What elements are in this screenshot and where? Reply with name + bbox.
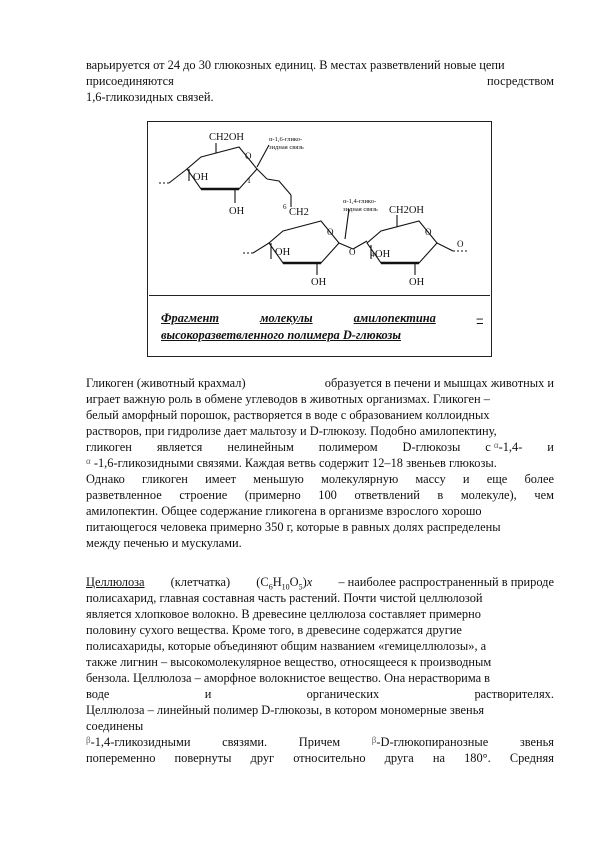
ch2-label: CH2 [289, 207, 309, 218]
word: еще [486, 472, 508, 486]
intro-line-2 [86, 73, 554, 89]
word: Средняя [509, 751, 554, 765]
word: чем [534, 488, 554, 502]
term-cellulose: Целлюлоза [86, 575, 145, 589]
word: попеременно [86, 751, 156, 765]
glycogen-line-5 [86, 439, 554, 456]
word: молекулярную [320, 472, 399, 486]
glycogen-line-10: питающегося человека примерно 350 г, которые в равных долях распределены [86, 520, 501, 534]
amylopectin-structure [149, 123, 490, 296]
oh-label: OH [409, 277, 425, 288]
o-label: O [327, 227, 334, 237]
figure-caption-line-2: высокоразветвленного полимера D-глюкозы [161, 328, 401, 342]
word-part: с [485, 440, 491, 454]
oh-label: OH [311, 277, 327, 288]
word: гликоген [86, 440, 132, 454]
alpha-symbol: α [493, 440, 499, 450]
caption-word: Фрагмент [161, 311, 220, 325]
cellulose-line-4: половину сухого вещества. Кроме того, в древесине содержатся другие [86, 623, 462, 637]
text-segment: -1,6-гликозидными связями. Каждая ветвь содержит 12–18 звеньев глюкозы. [93, 456, 497, 470]
bond-1-4-label-2: зидная связь [343, 206, 378, 213]
glycogen-line-2: играет важную роль в обмене углеводов в животных организмах. Гликоген – [86, 392, 490, 406]
word: разветвленное [86, 488, 162, 502]
word-part: -1,4-гликозидными [90, 735, 191, 749]
ch2oh-label: CH2OH [209, 132, 245, 143]
word [86, 734, 190, 751]
cellulose-line-7: бензола. Целлюлоза – аморфное волокнистое вещество. Она нерастворима в [86, 671, 491, 685]
glycogen-line-7 [86, 471, 554, 487]
glycogen-line-1 [86, 375, 554, 391]
word: полимером [318, 440, 378, 454]
word: 180°. [464, 751, 491, 765]
oh-label: OH [275, 247, 291, 258]
word: ответвлений [354, 488, 420, 502]
caption-word: амилопектина [353, 311, 436, 325]
intro-line-1: варьируется от 24 до 30 глюкозных единиц. В местах разветвлений новые цепи [86, 58, 505, 72]
cellulose-line-11 [86, 734, 554, 751]
o-label: O [457, 239, 464, 249]
word: повернуты [174, 751, 232, 765]
word: имеет [205, 472, 236, 486]
word: друга [384, 751, 414, 765]
word: и [204, 687, 212, 701]
bond-1-4-label: α-1,4-глико- [343, 198, 377, 205]
caption-word: – [476, 311, 483, 325]
amylopectin-diagram [149, 123, 490, 295]
word: меньшую [253, 472, 304, 486]
glycogen-line-11: между печенью и мускулами. [86, 536, 242, 550]
cellulose-line-12 [86, 750, 554, 766]
text-segment: образуется в печени и мышцах животных и [324, 376, 554, 390]
word: относительно [293, 751, 366, 765]
word: D-глюкозы [402, 440, 461, 454]
cellulose-line-10: соединены [86, 719, 144, 733]
text-segment: Гликоген (животный крахмал) [86, 376, 246, 390]
oh-label: OH [375, 249, 391, 260]
intro-word: присоединяются [86, 74, 174, 88]
c6-label: 6 [283, 203, 287, 211]
word: друг [250, 751, 275, 765]
c1-label: 1 [247, 176, 251, 185]
o-label: O [245, 151, 252, 161]
word: (примерно [244, 488, 301, 502]
intro-line-3: 1,6-гликозидных связей. [86, 90, 214, 104]
caption-word: молекулы [259, 311, 313, 325]
word-part: -D-глюкопиранозные [376, 735, 489, 749]
cellulose-line-8 [86, 686, 554, 702]
figure-caption-line-1 [161, 311, 483, 326]
word-part: -1,4- [498, 440, 523, 454]
word: 100 [318, 488, 337, 502]
word: более [524, 472, 554, 486]
cellulose-line-3: является хлопковое волокно. В древесине целлюлоза составляет примерно [86, 607, 481, 621]
oh-label: OH [193, 172, 209, 183]
beta-symbol: β [86, 735, 91, 745]
o-label: O [349, 247, 356, 257]
bond-1-6-label: α-1,6-глико- [269, 136, 303, 143]
cellulose-line-6: также лигнин – высокомолекулярное вещество, относящееся к производным [86, 655, 492, 669]
word: и [462, 472, 470, 486]
o-label: O [425, 227, 432, 237]
word: массу [415, 472, 446, 486]
c4-label: 4 [371, 251, 375, 259]
word: гликоген [142, 472, 188, 486]
glycogen-line-9: амилопектин. Общее содержание гликогена в организме взрослого хорошо [86, 504, 482, 518]
word: звенья [519, 735, 554, 749]
cellulose-line-5: полисахариды, которые объединяют общим названием «гемицеллюлозы», а [86, 639, 487, 653]
word: на [432, 751, 445, 765]
word: строение [179, 488, 228, 502]
glycogen-line-4: растворов, при гидролизе дает мальтозу и D-глюкозу. Подобно амилопектину, [86, 424, 497, 438]
intro-word: посредством [487, 74, 554, 88]
word: в [437, 488, 444, 502]
word: Однако [86, 472, 125, 486]
text-segment: – наиболее распространенный в природе [338, 575, 554, 589]
oh-label: OH [229, 206, 245, 217]
word: Причем [298, 735, 341, 749]
glycogen-line-3: белый аморфный порошок, растворяется в воде с образованием коллоидных [86, 408, 490, 422]
bond-1-6-label-2: зидная связь [269, 144, 304, 151]
word: нелинейным [227, 440, 294, 454]
ch2oh-label: CH2OH [389, 205, 425, 216]
word [372, 734, 488, 751]
figure-frame [147, 121, 492, 357]
word: и [547, 440, 554, 454]
glycogen-line-6 [86, 455, 554, 472]
beta-symbol: β [371, 735, 377, 745]
word: (клетчатка) [170, 575, 231, 589]
word: воде [86, 687, 110, 701]
word: связями. [222, 735, 268, 749]
alpha-symbol: α [86, 456, 91, 466]
cellulose-line-9: Целлюлоза – линейный полимер D-глюкозы, в котором мономерные звенья [86, 703, 485, 717]
word [485, 439, 522, 456]
cellulose-formula: $(C_6H_{10}O_5)x$ [256, 575, 313, 592]
glycogen-line-8 [86, 487, 554, 503]
word: растворителях. [474, 687, 554, 701]
word: органических [306, 687, 380, 701]
word: молекуле), [460, 488, 517, 502]
word: является [156, 440, 203, 454]
cellulose-line-2: полисахарид, главная составная часть растений. Почти чистой целлюлозой [86, 591, 483, 605]
